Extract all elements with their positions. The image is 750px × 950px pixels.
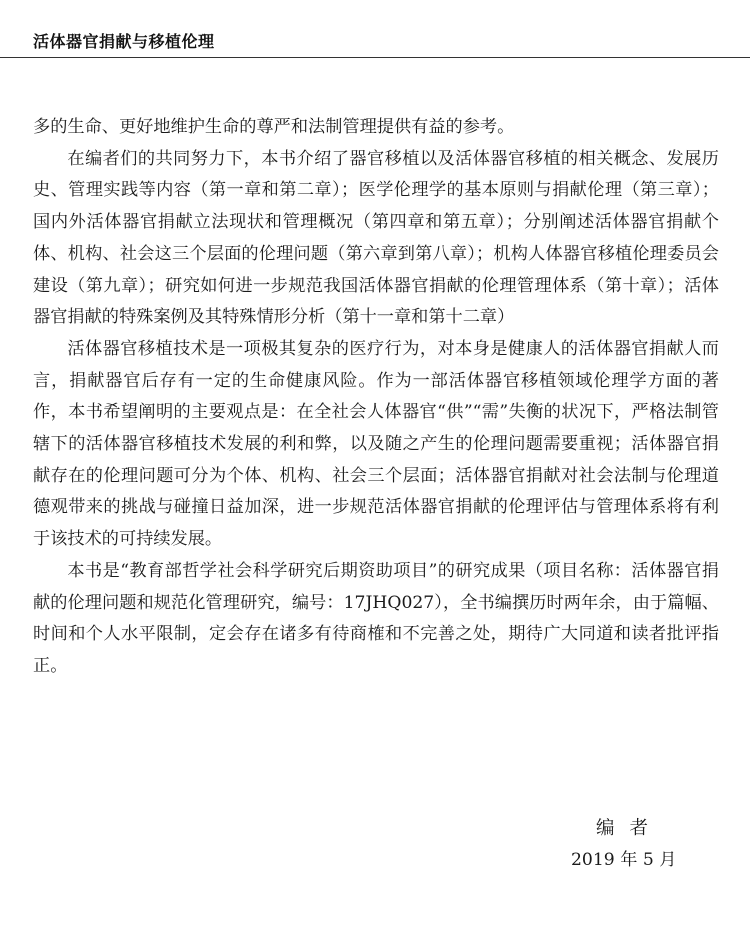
running-head: [0, 0, 750, 62]
preface-body: [33, 112, 719, 683]
signature-author: 编者: [596, 818, 664, 839]
paragraph-funding-note: 本书是“教育部哲学社会科学研究后期资助项目”的研究成果（项目名称：活体器官捐献的伦理问题和规范化管理研究，编号：17JHQ027），全书编撰历时两年余，由于篇幅、时间和个人水平限制，定会存在诸多有待商榷和不完善之处，期待广大同道和读者批评指正。: [33, 560, 719, 676]
header-divider: [0, 57, 750, 58]
paragraph-main-viewpoints: 活体器官移植技术是一项极其复杂的医疗行为，对本身是健康人的活体器官捐献人而言，捐献器官后存有一定的生命健康风险。作为一部活体器官移植领域伦理学方面的著作，本书希望阐明的主要观点是：在全社会人体器官“供”“需”失衡的状况下，严格法制管辖下的活体器官移植技术发展的利和弊，以及随之产生的伦理问题需要重视；活体器官捐献存在的伦理问题可分为个体、机构、社会三个层面；活体器官捐献对社会法制与伦理道德观带来的挑战与碰撞日益加深，进一步规范活体器官捐献的伦理评估与管理体系将有利于该技术的可持续发展。: [33, 338, 719, 550]
paragraph-continuation: 多的生命、更好地维护生命的尊严和法制管理提供有益的参考。: [33, 117, 515, 137]
paragraph-chapter-overview: 在编者们的共同努力下，本书介绍了器官移植以及活体器官移植的相关概念、发展历史、管理实践等内容（第一章和第二章）；医学伦理学的基本原则与捐献伦理（第三章）；国内外活体器官捐献立法现状和管理概况（第四章和第五章）；分别阐述活体器官捐献个体、机构、社会这三个层面的伦理问题（第六章到第八章）；机构人体器官移植伦理委员会建设（第九章）；研究如何进一步规范我国活体器官捐献的伦理管理体系（第十章）；活体器官捐献的特殊案例及其特殊情形分析（第十一章和第十二章）: [33, 148, 719, 328]
running-head-title: 活体器官捐献与移植伦理: [33, 32, 215, 51]
signature-date: 2019 年 5 月: [571, 850, 677, 870]
